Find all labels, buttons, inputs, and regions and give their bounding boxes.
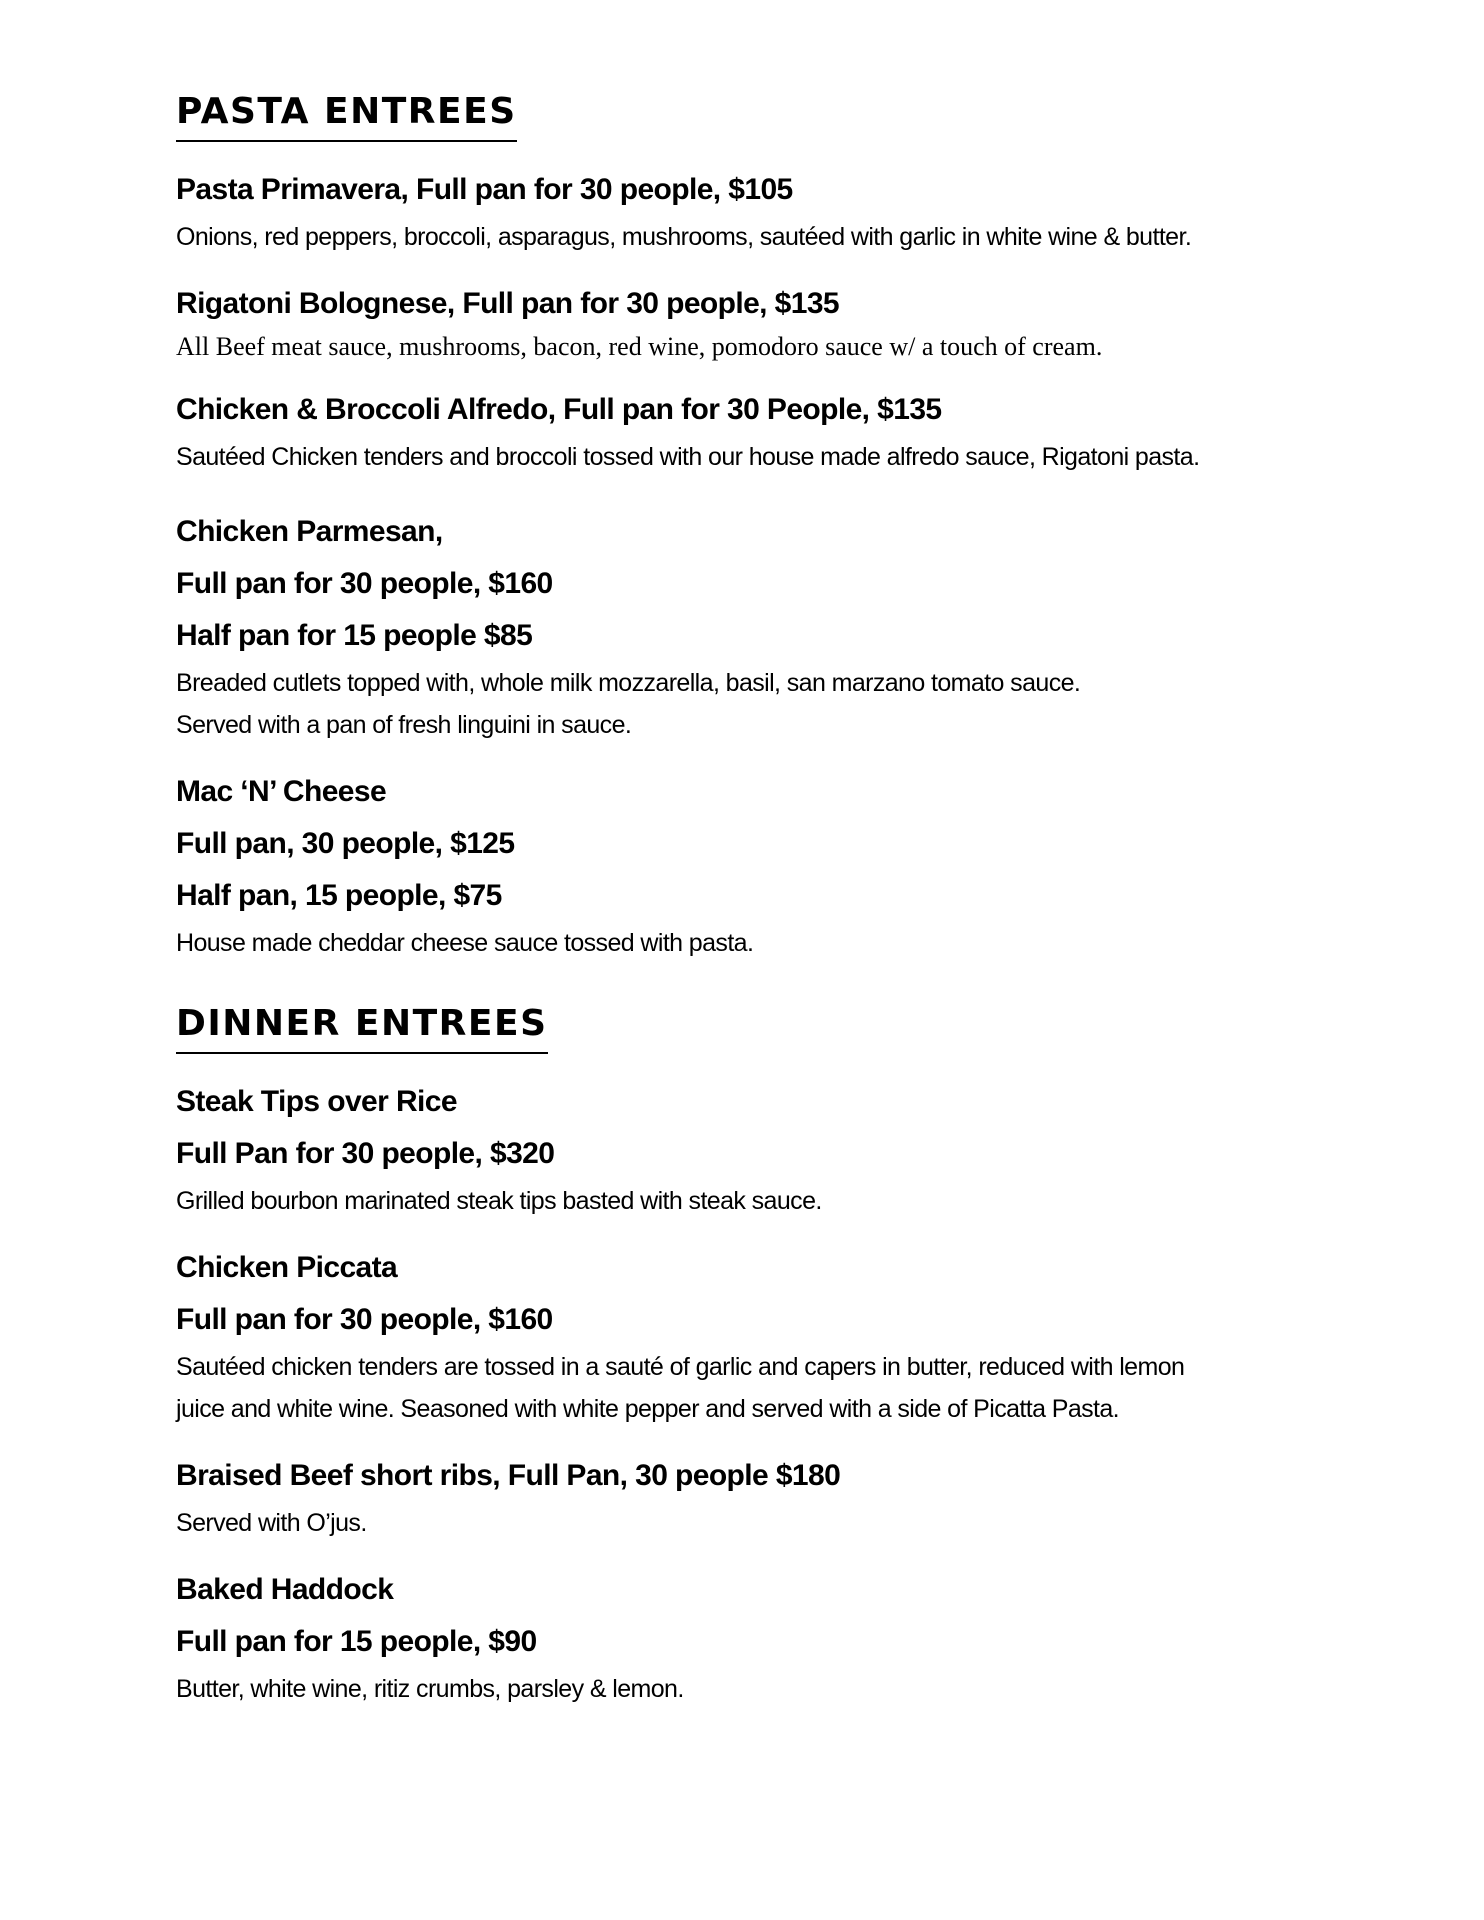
item-price-full-pan: Full pan, 30 people, $125 — [176, 827, 515, 860]
dinner-entrees-section — [176, 998, 1356, 1710]
item-title-line: Baked Haddock — [176, 1573, 394, 1606]
item-description: Butter, white wine, ritiz crumbs, parsley & lemon. — [176, 1675, 684, 1703]
item-price-half-pan: Half pan, 15 people, $75 — [176, 879, 502, 912]
item-description-line: juice and white wine. Seasoned with white pepper and served with a side of Picatta Pasta. — [176, 1395, 1120, 1423]
item-price-full-pan: Full pan for 30 people, $160 — [176, 567, 553, 600]
item-description: Grilled bourbon marinated steak tips basted with steak sauce. — [176, 1187, 822, 1215]
menu-item-braised-beef-short-ribs — [176, 1450, 1356, 1544]
item-description: All Beef meat sauce, mushrooms, bacon, red wine, pomodoro sauce w/ a touch of cream. — [176, 332, 1103, 361]
menu-item-steak-tips — [176, 1076, 1356, 1222]
item-price-full-pan: Full pan for 30 people, $160 — [176, 1303, 553, 1336]
menu-page — [176, 86, 1356, 1710]
item-description-line: Sautéed chicken tenders are tossed in a sauté of garlic and capers in butter, reduced with lemon — [176, 1353, 1185, 1381]
menu-item-rigatoni-bolognese — [176, 278, 1356, 364]
menu-item-chicken-parmesan — [176, 506, 1356, 746]
item-price-full-pan: Full pan for 15 people, $90 — [176, 1625, 537, 1658]
menu-item-chicken-broccoli-alfredo — [176, 384, 1356, 478]
item-description-line: Served with a pan of fresh linguini in sauce. — [176, 711, 632, 739]
item-title: Braised Beef short ribs, Full Pan, 30 people $180 — [176, 1459, 841, 1492]
item-description-line: Breaded cutlets topped with, whole milk mozzarella, basil, san marzano tomato sauce. — [176, 669, 1081, 697]
item-price-full-pan: Full Pan for 30 people, $320 — [176, 1137, 555, 1170]
section-heading-pasta: PASTA ENTREES — [176, 86, 517, 142]
pasta-entrees-section — [176, 86, 1356, 964]
item-title-line: Chicken Parmesan, — [176, 515, 443, 548]
menu-item-mac-n-cheese — [176, 766, 1356, 964]
item-description: House made cheddar cheese sauce tossed with pasta. — [176, 929, 754, 957]
menu-item-chicken-piccata — [176, 1242, 1356, 1430]
item-title-line: Chicken Piccata — [176, 1251, 398, 1284]
item-title-line: Steak Tips over Rice — [176, 1085, 457, 1118]
menu-item-pasta-primavera — [176, 164, 1356, 258]
item-description: Served with O’jus. — [176, 1509, 367, 1537]
item-title: Chicken & Broccoli Alfredo, Full pan for 30 People, $135 — [176, 393, 942, 426]
item-title: Rigatoni Bolognese, Full pan for 30 people, $135 — [176, 287, 839, 320]
item-title: Pasta Primavera, Full pan for 30 people, $105 — [176, 173, 793, 206]
item-description: Onions, red peppers, broccoli, asparagus, mushrooms, sautéed with garlic in white wine & butter. — [176, 223, 1192, 251]
menu-item-baked-haddock — [176, 1564, 1356, 1710]
item-price-half-pan: Half pan for 15 people $85 — [176, 619, 533, 652]
item-title-line: Mac ‘N’ Cheese — [176, 775, 387, 808]
item-description: Sautéed Chicken tenders and broccoli tossed with our house made alfredo sauce, Rigatoni pasta. — [176, 443, 1200, 471]
section-heading-dinner: DINNER ENTREES — [176, 998, 548, 1054]
